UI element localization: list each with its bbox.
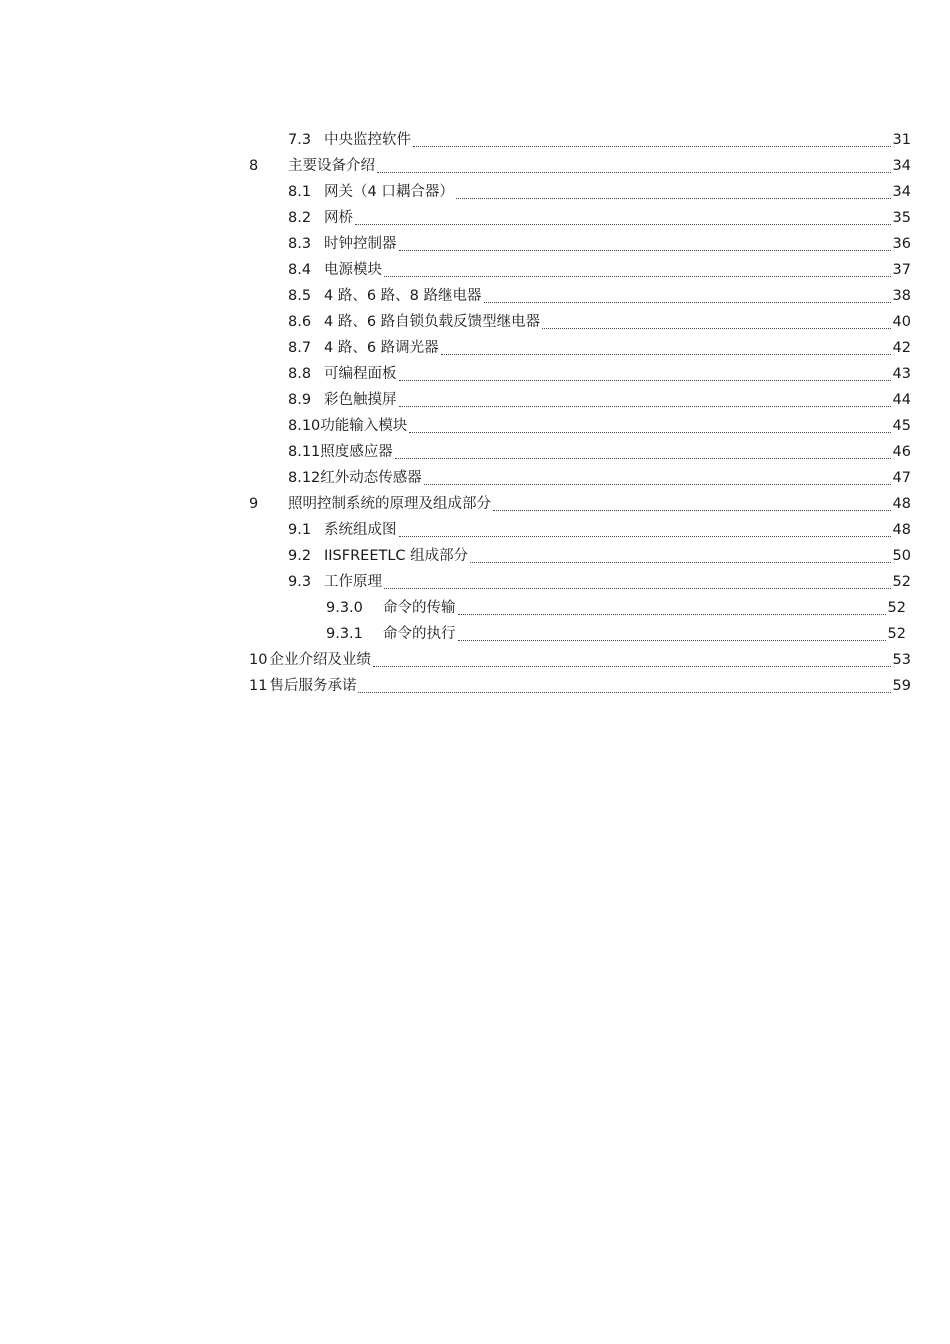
toc-entry-page-number: 52: [892, 574, 911, 590]
toc-entry[interactable]: [288, 439, 911, 465]
toc-entry-number: 8.5: [288, 288, 312, 304]
toc-entry-title: 系统组成图: [324, 522, 397, 538]
toc-dot-leader: [384, 588, 891, 589]
toc-entry-page-number: 34: [892, 158, 911, 174]
toc-entry-number: 8.11: [288, 444, 321, 460]
toc-entry-number: 8.3: [288, 236, 312, 252]
toc-entry-title: 命令的传输: [383, 600, 456, 616]
toc-entry[interactable]: [288, 465, 911, 491]
toc-entry-number: 8: [249, 158, 259, 174]
toc-entry-title: 电源模块: [324, 262, 382, 278]
toc-entry-number: 8.6: [288, 314, 312, 330]
toc-entry-title: 网桥: [324, 210, 353, 226]
toc-entry-title: 彩色触摸屏: [324, 392, 397, 408]
toc-entry-page-number: 46: [892, 444, 911, 460]
toc-entry-title: 工作原理: [324, 574, 382, 590]
toc-entry-title: 主要设备介绍: [288, 158, 375, 174]
toc-entry-page-number: 52: [887, 626, 906, 642]
toc-dot-leader: [458, 614, 886, 615]
toc-entry-page-number: 48: [892, 522, 911, 538]
toc-entry-page-number: 31: [892, 132, 911, 148]
toc-dot-leader: [493, 510, 891, 511]
toc-dot-leader: [355, 224, 891, 225]
toc-entry-number: 11: [249, 678, 268, 694]
toc-entry-number: 8.12: [288, 470, 321, 486]
toc-entry-page-number: 50: [892, 548, 911, 564]
toc-entry-title: 4 路、6 路、8 路继电器: [324, 288, 482, 304]
toc-entry-title: 可编程面板: [324, 366, 397, 382]
toc-entry[interactable]: [249, 647, 911, 673]
toc-entry-number: 9: [249, 496, 259, 512]
toc-entry-number: 9.3.0: [326, 600, 363, 616]
table-of-contents: [0, 127, 950, 699]
toc-entry-page-number: 59: [892, 678, 911, 694]
toc-entry-page-number: 42: [892, 340, 911, 356]
toc-entry-page-number: 52: [887, 600, 906, 616]
toc-entry-title: 网关（4 口耦合器）: [324, 184, 454, 200]
toc-entry-page-number: 53: [892, 652, 911, 668]
toc-entry-title: 4 路、6 路自锁负载反馈型继电器: [324, 314, 541, 330]
toc-entry-number: 8.8: [288, 366, 312, 382]
toc-dot-leader: [484, 302, 891, 303]
toc-entry-number: 8.9: [288, 392, 312, 408]
toc-entry[interactable]: [288, 387, 911, 413]
toc-entry-title: 红外动态传感器: [320, 470, 422, 486]
toc-entry-title: IISFREETLC 组成部分: [324, 548, 469, 564]
toc-dot-leader: [424, 484, 891, 485]
toc-entry[interactable]: [288, 543, 911, 569]
toc-entry-title: 命令的执行: [383, 626, 456, 642]
toc-entry-title: 功能输入模块: [320, 418, 408, 434]
toc-dot-leader: [399, 536, 891, 537]
toc-dot-leader: [358, 692, 890, 693]
toc-entry[interactable]: [249, 673, 911, 699]
toc-entry-number: 8.2: [288, 210, 312, 226]
toc-entry-number: 8.7: [288, 340, 312, 356]
toc-entry-page-number: 48: [892, 496, 911, 512]
toc-entry[interactable]: [288, 361, 911, 387]
toc-entry-page-number: 35: [892, 210, 911, 226]
toc-entry[interactable]: [249, 491, 911, 517]
toc-entry-page-number: 40: [892, 314, 911, 330]
toc-entry-page-number: 43: [892, 366, 911, 382]
toc-entry[interactable]: [288, 205, 911, 231]
toc-entry[interactable]: [288, 309, 911, 335]
toc-entry[interactable]: [288, 335, 911, 361]
toc-dot-leader: [384, 276, 891, 277]
toc-entry-number: 9.2: [288, 548, 312, 564]
toc-entry[interactable]: [288, 127, 911, 153]
toc-dot-leader: [373, 666, 891, 667]
toc-dot-leader: [413, 146, 891, 147]
toc-entry-page-number: 45: [892, 418, 911, 434]
toc-entry[interactable]: [288, 257, 911, 283]
toc-dot-leader: [399, 406, 891, 407]
toc-entry[interactable]: [326, 595, 906, 621]
toc-entry-number: 7.3: [288, 132, 312, 148]
toc-entry[interactable]: [288, 569, 911, 595]
toc-entry-title: 4 路、6 路调光器: [324, 340, 439, 356]
toc-entry-title: 时钟控制器: [324, 236, 397, 252]
toc-dot-leader: [441, 354, 891, 355]
toc-entry-number: 9.1: [288, 522, 312, 538]
toc-entry-title: 中央监控软件: [324, 132, 411, 148]
toc-entry-page-number: 36: [892, 236, 911, 252]
toc-entry-number: 10: [249, 652, 268, 668]
toc-entry-page-number: 37: [892, 262, 911, 278]
toc-dot-leader: [377, 172, 891, 173]
toc-entry-page-number: 44: [892, 392, 911, 408]
toc-dot-leader: [458, 640, 886, 641]
toc-dot-leader: [542, 328, 890, 329]
toc-entry[interactable]: [288, 517, 911, 543]
toc-entry-page-number: 38: [892, 288, 911, 304]
toc-entry-title: 照明控制系统的原理及组成部分: [288, 496, 491, 512]
toc-dot-leader: [456, 198, 891, 199]
toc-dot-leader: [409, 432, 890, 433]
toc-entry-number: 8.4: [288, 262, 312, 278]
toc-entry[interactable]: [288, 413, 911, 439]
toc-entry-title: 售后服务承诺: [269, 678, 357, 694]
toc-entry-page-number: 47: [892, 470, 911, 486]
toc-entry[interactable]: [288, 283, 911, 309]
toc-dot-leader: [399, 380, 891, 381]
toc-entry-title: 企业介绍及业绩: [269, 652, 371, 668]
toc-dot-leader: [470, 562, 890, 563]
toc-entry-number: 9.3: [288, 574, 312, 590]
toc-entry-number: 8.10: [288, 418, 321, 434]
toc-entry-number: 8.1: [288, 184, 312, 200]
toc-entry-title: 照度感应器: [320, 444, 393, 460]
toc-entry[interactable]: [326, 621, 906, 647]
toc-entry-page-number: 34: [892, 184, 911, 200]
toc-entry-number: 9.3.1: [326, 626, 363, 642]
toc-entry[interactable]: [249, 153, 911, 179]
toc-entry[interactable]: [288, 179, 911, 205]
toc-entry[interactable]: [288, 231, 911, 257]
toc-dot-leader: [399, 250, 891, 251]
toc-dot-leader: [395, 458, 891, 459]
